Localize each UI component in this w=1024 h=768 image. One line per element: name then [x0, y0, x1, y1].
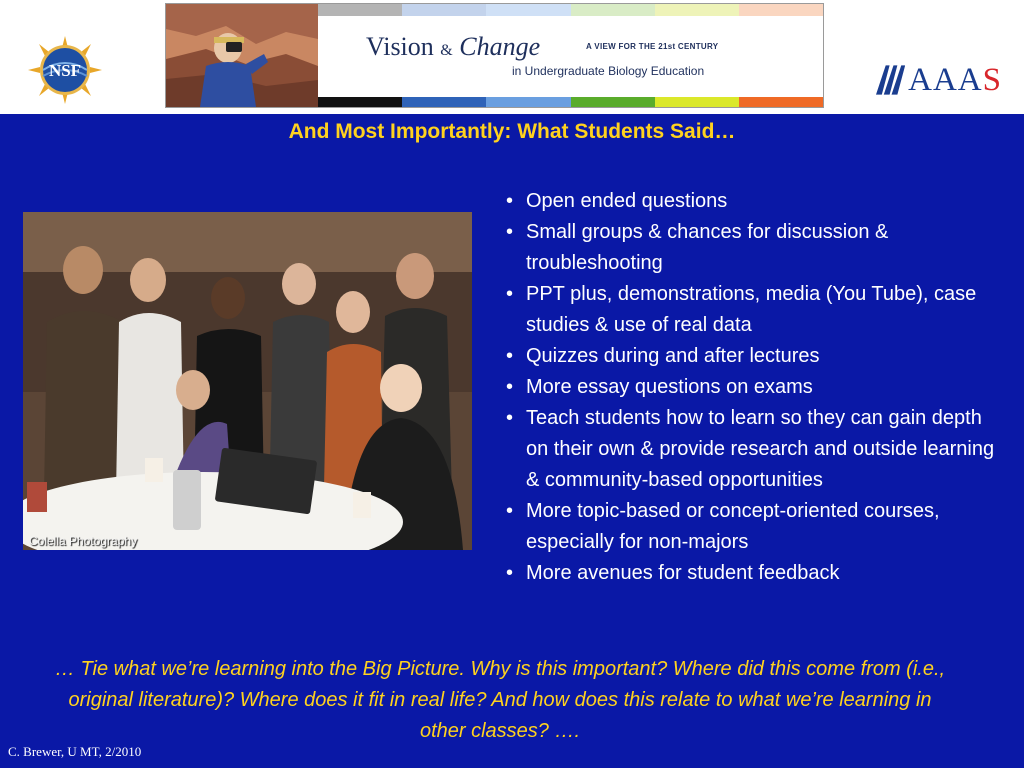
- banner-title-change: Change: [459, 32, 541, 61]
- header-bar: [0, 0, 1024, 114]
- banner-title: [366, 32, 540, 62]
- list-item: • PPT plus, demonstrations, media (You Tube), case studies & use of real data: [506, 279, 1006, 341]
- banner-stripe: [655, 4, 739, 16]
- banner-stripe: [486, 4, 570, 16]
- banner-stripe: [486, 97, 570, 107]
- list-item: • More topic-based or concept-oriented courses, especially for non-majors: [506, 496, 1006, 558]
- list-item: • Quizzes during and after lectures: [506, 341, 1006, 372]
- banner-stripe: [402, 97, 486, 107]
- aaas-logo-text-main: AAA: [908, 61, 983, 98]
- banner-title-amp: &: [440, 42, 453, 59]
- aaas-logo-text: [908, 61, 1002, 98]
- banner-photo: [166, 4, 318, 107]
- aaas-logo-text-last: S: [982, 61, 1002, 98]
- aaas-mark-icon: [876, 65, 905, 95]
- vision-change-banner: [165, 3, 824, 108]
- nsf-logo-text: NSF: [48, 61, 82, 80]
- banner-stripe: [655, 97, 739, 107]
- banner-stripe: [739, 97, 823, 107]
- banner-title-vision: Vision: [366, 32, 434, 61]
- banner-subtitle: in Undergraduate Biology Education: [512, 64, 705, 78]
- list-item: • Teach students how to learn so they can gain depth on their own & provide research and outside learning & community-based opportunities: [506, 403, 1006, 496]
- photo-credit: Colella Photography: [29, 534, 138, 548]
- banner-stripe: [739, 4, 823, 16]
- banner-stripe: [571, 4, 655, 16]
- list-item: • More essay questions on exams: [506, 372, 1006, 403]
- banner-stripe: [318, 97, 402, 107]
- banner-stripes-top: [318, 4, 823, 16]
- nsf-logo: [28, 36, 102, 104]
- big-picture-quote: … Tie what we’re learning into the Big Picture. Why is this important? Where did this come from (i.e., original literature)? Where does it fit in real life? And how does this relate to what we’re learning in other classes? ….: [54, 658, 946, 742]
- banner-tagline: A VIEW FOR THE 21st CENTURY: [586, 42, 719, 51]
- student-feedback-list: [506, 186, 1006, 589]
- banner-stripe: [402, 4, 486, 16]
- slide-body: [0, 114, 1024, 768]
- student-group-photo: [23, 212, 472, 550]
- list-item: • More avenues for student feedback: [506, 558, 1006, 589]
- list-item: • Small groups & chances for discussion & troubleshooting: [506, 217, 1006, 279]
- aaas-logo: [876, 60, 1002, 100]
- banner-stripes-bottom: [318, 97, 823, 107]
- slide-title: And Most Importantly: What Students Said…: [288, 120, 736, 143]
- banner-stripe: [318, 4, 402, 16]
- slide-footer-credit: C. Brewer, U MT, 2/2010: [8, 744, 142, 759]
- banner-stripe: [571, 97, 655, 107]
- list-item: • Open ended questions: [506, 186, 1006, 217]
